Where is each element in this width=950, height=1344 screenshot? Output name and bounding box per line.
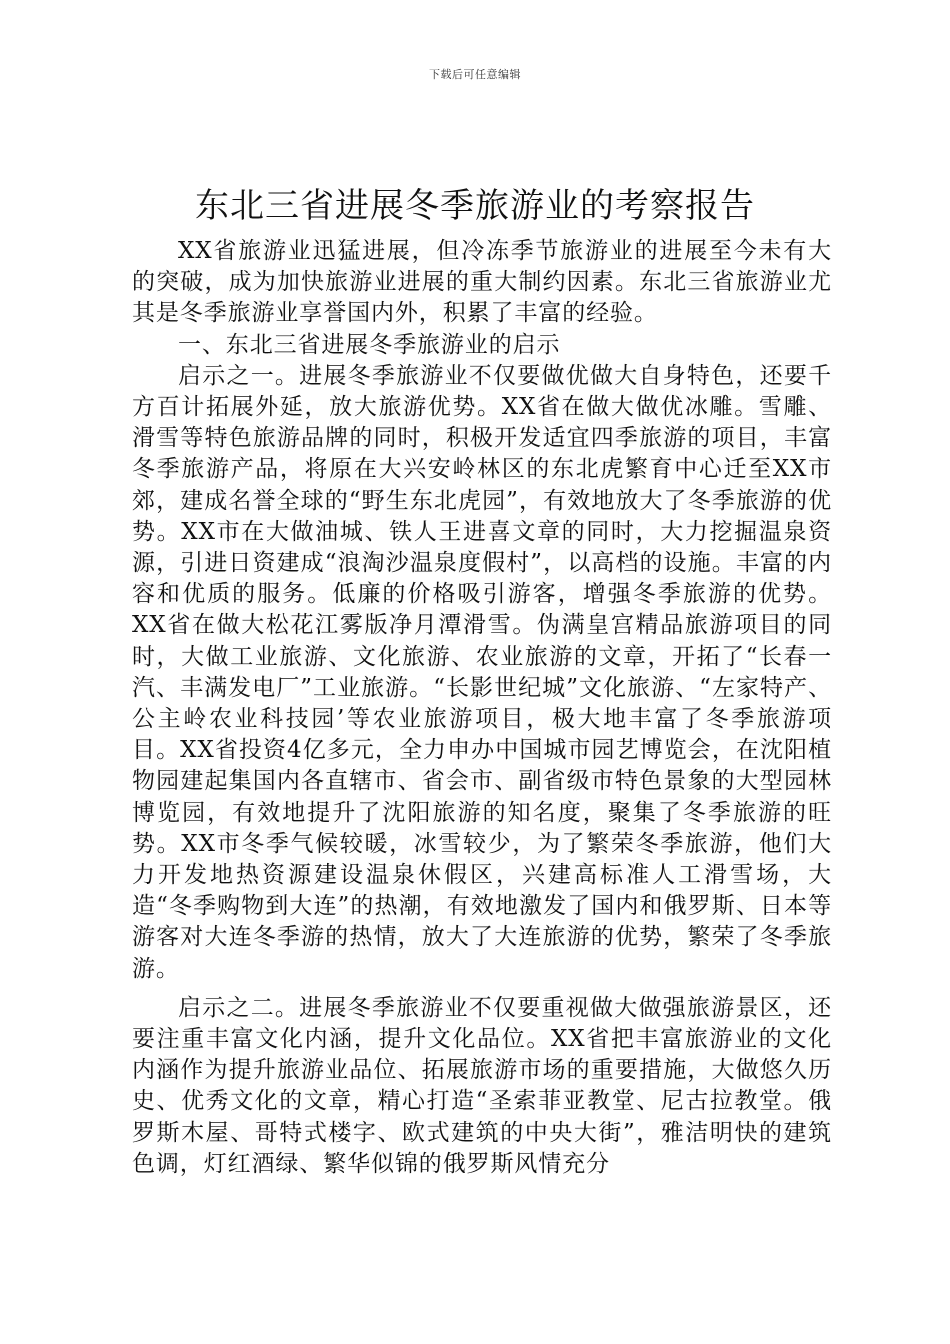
document-body <box>132 236 832 1180</box>
inspiration-one-paragraph: 启示之一。进展冬季旅游业不仅要做优做大自身特色，还要千方百计拓展外延，放大旅游优势。XX省在做大做优冰雕。雪雕、滑雪等特色旅游品牌的同时，积极开发适宜四季旅游的项目，丰富冬季旅游产品，将原在大兴安岭林区的东北虎繁育中心迁至XX市郊，建成名誉全球的“野生东北虎园”，有效地放大了冬季旅游的优势。XX市在大做油城、铁人王进喜文章的同时，大力挖掘温泉资源，引进日资建成“浪淘沙温泉度假村”，以高档的设施。丰富的内容和优质的服务。低廉的价格吸引游客，增强冬季旅游的优势。XX省在做大松花江雾版净月潭滑雪。伪满皇宫精品旅游项目的同时，大做工业旅游、文化旅游、农业旅游的文章，开拓了“长春一汽、丰满发电厂”工业旅游。“长影世纪城”文化旅游、“左家特产、公主岭农业科技园’等农业旅游项目，极大地丰富了冬季旅游项目。XX省投资4亿多元，全力申办中国城市园艺博览会，在沈阳植物园建起集国内各直辖市、省会市、副省级市特色景象的大型园林博览园，有效地提升了沈阳旅游的知名度，聚集了冬季旅游的旺势。XX市冬季气候较暖，冰雪较少，为了繁荣冬季旅游，他们大力开发地热资源建设温泉休假区，兴建高标准人工滑雪场，大造“冬季购物到大连”的热潮，有效地激发了国内和俄罗斯、日本等游客对大连冬季游的热情，放大了大连旅游的优势，繁荣了冬季旅游。 <box>132 362 832 982</box>
inspiration-two-paragraph: 启示之二。进展冬季旅游业不仅要重视做大做强旅游景区，还要注重丰富文化内涵，提升文化品位。XX省把丰富旅游业的文化内涵作为提升旅游业品位、拓展旅游市场的重要措施，大做悠久历史、优秀文化的文章，精心打造“圣索菲亚教堂、尼古拉教堂。俄罗斯木屋、哥特式楼字、欧式建筑的中央大街”，雅洁明快的建筑色调，灯红酒绿、繁华似锦的俄罗斯风情充分 <box>132 994 832 1177</box>
intro-paragraph: XX省旅游业迅猛进展，但冷冻季节旅游业的进展至今未有大的突破，成为加快旅游业进展的重大制约因素。东北三省旅游业尤其是冬季旅游业享誉国内外，积累了丰富的经验。 <box>132 238 832 327</box>
section-heading: 一、东北三省进展冬季旅游业的启示 <box>178 331 561 358</box>
page-header-note: 下载后可任意编辑 <box>429 68 521 81</box>
document-title: 东北三省进展冬季旅游业的考察报告 <box>195 186 755 226</box>
